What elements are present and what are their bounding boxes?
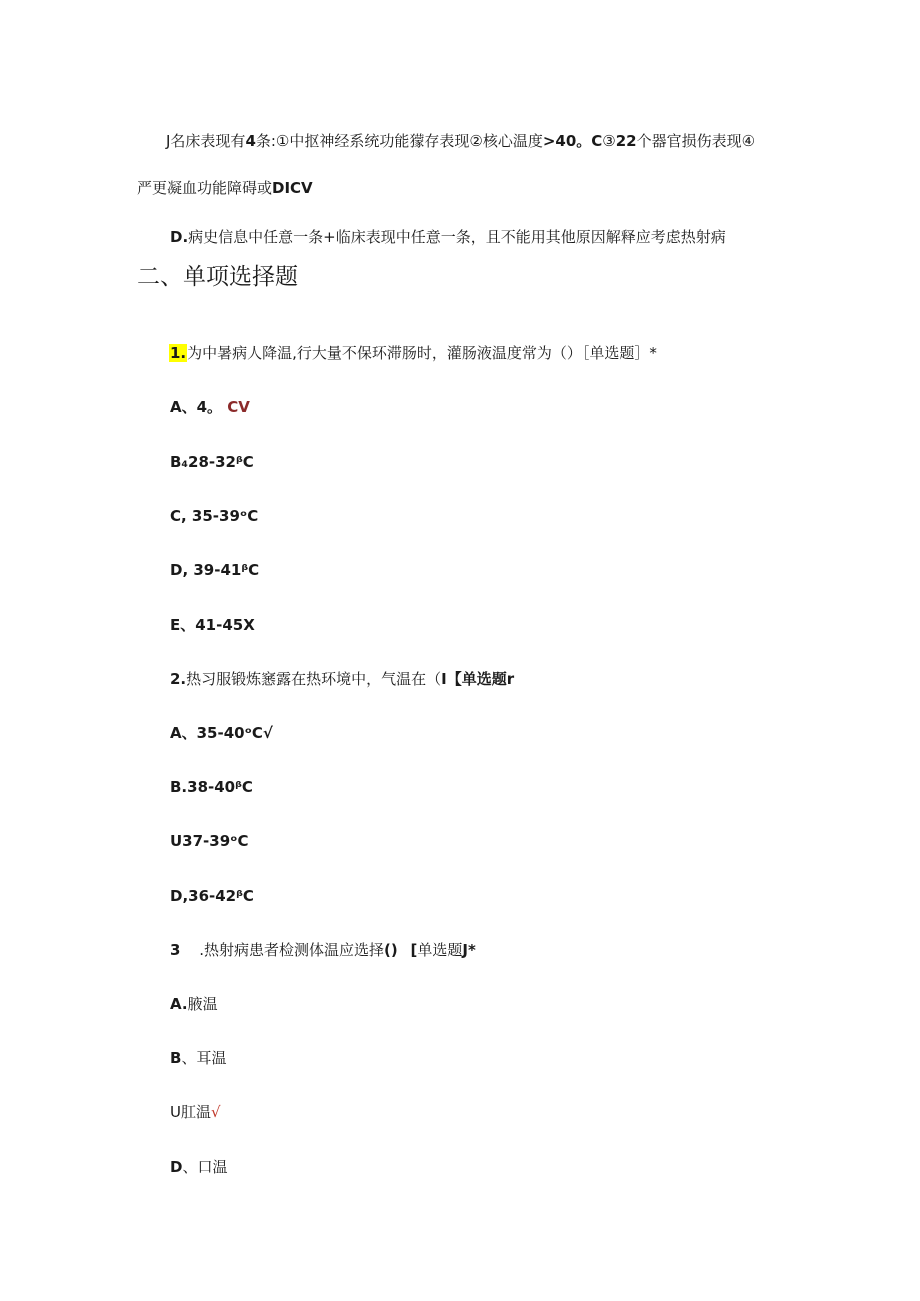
intro-text: 条:①中抠神经系统功能獴存表现②核心温度 [255,132,543,150]
q2-option-a[interactable]: A、35-40ᵒC√ [170,724,273,742]
intro-text: 个器官损伤表现④ [636,132,756,150]
q1-option-a[interactable] [170,397,250,417]
correct-mark: CV [227,398,250,416]
intro-text: J名床表现有 [166,132,246,150]
question-type: 单选题 [417,941,463,959]
question-text: 为中暑病人降温,行大量不保环滞肠时，灌肠液温度常为（）［单选题］* [187,344,657,362]
option-text: 4。 [196,398,223,416]
option-text: U肛温 [170,1103,211,1121]
question-3 [170,940,476,960]
q1-option-e[interactable]: E、41-45X [170,616,255,634]
q3-option-a[interactable] [170,994,218,1014]
q1-option-c[interactable]: C, 35-39ᵒC [170,507,259,525]
intro-abbrev: DICV [272,179,313,197]
question-text: .热射病患者检测体温应选择 [199,941,384,959]
bracket: J* [462,941,476,959]
check-icon: √ [210,1103,221,1121]
option-letter: B [170,1049,182,1067]
q2-option-c[interactable]: U37-39ᵒC [170,832,249,850]
question-type: I【单选题r [441,670,515,688]
option-text: 、耳温 [181,1049,227,1067]
option-text: 病史信息中任意一条+临床表现中任意一条，且不能用其他原因解释应考虑热射病 [188,228,726,246]
intro-number: 4 [245,132,256,150]
q2-option-b[interactable]: B.38-40ᵝC [170,778,253,796]
option-text: 腋温 [187,995,218,1013]
q1-option-d[interactable]: D, 39-41ᵝC [170,561,260,579]
intro-option-d [170,227,726,247]
bracket: [ [410,941,418,959]
intro-line-2 [137,178,313,198]
question-number-highlight: 1. [170,344,187,362]
option-letter: D. [170,228,189,246]
q2-option-d[interactable]: D,36-42ᵝC [170,887,254,905]
intro-number: 22 [615,132,637,150]
intro-temperature: >40。C [542,132,603,150]
option-letter: A、 [170,398,197,416]
q3-option-d[interactable] [170,1157,227,1177]
question-number: 3 [170,941,181,959]
option-text: 、口温 [182,1158,228,1176]
intro-line-1 [166,131,755,151]
option-letter: D [170,1158,183,1176]
question-2 [170,669,514,689]
question-text: 热习服锻炼窸露在热环境中，气温在（ [186,670,442,688]
intro-text: ③ [602,132,616,150]
question-1 [169,343,657,363]
section-heading: 二、单项选择题 [137,264,298,290]
q1-option-b[interactable]: B₄28-32ᵝC [170,453,254,471]
question-paren: () [384,941,398,959]
option-letter: A. [170,995,188,1013]
question-number: 2. [170,670,187,688]
intro-text: 严更凝血功能障碍或 [137,179,273,197]
q3-option-b[interactable] [170,1048,226,1068]
q3-option-c[interactable] [170,1102,221,1122]
